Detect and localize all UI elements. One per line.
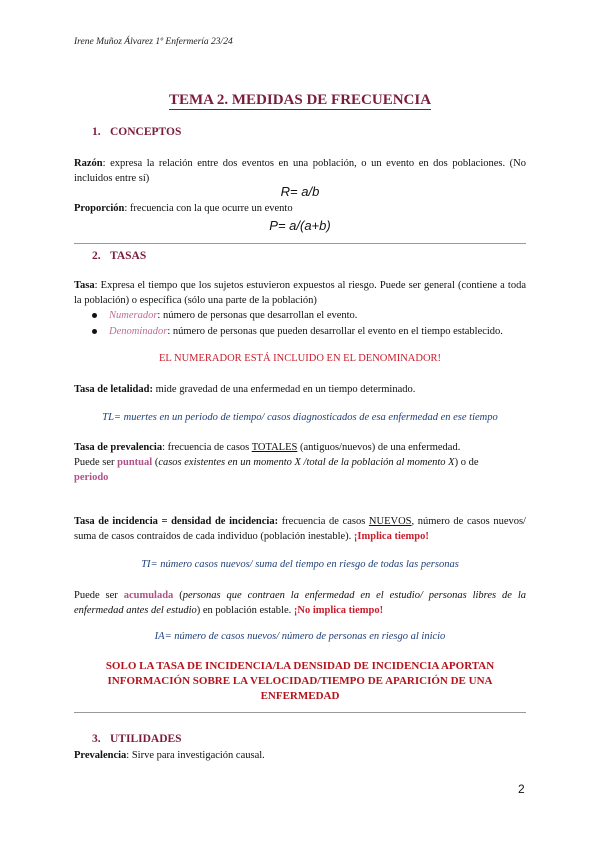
tl-formula: TL= muertes en un periodo de tiempo/ casos diagnosticados de esa enfermedad en ese tiempo — [102, 412, 498, 423]
incidencia-term: Tasa de incidencia = densidad de incidencia: — [74, 516, 279, 527]
prevalencia-utilidad-term: Prevalencia — [74, 750, 127, 761]
divider — [74, 243, 526, 244]
section-number: 2. — [92, 250, 101, 262]
bullet-icon — [92, 313, 97, 318]
incidencia-note-line: SOLO LA TASA DE INCIDENCIA/LA DENSIDAD DE INCIDENCIA APORTAN — [105, 660, 495, 672]
acumulada-term: acumulada — [123, 590, 174, 601]
bullet-term: Denominador — [109, 326, 168, 337]
incidencia-note — [90, 659, 510, 704]
periodo-term: periodo — [74, 472, 109, 483]
proporcion-paragraph — [74, 201, 526, 216]
letalidad-term: Tasa de letalidad: — [74, 384, 153, 395]
nuevos-text: NUEVOS — [368, 516, 412, 527]
prevalencia-text: (antiguos/nuevos) de una enfermedad. — [297, 442, 461, 453]
puntual-definition: casos existentes en un momento X /total de la población al momento X — [158, 457, 455, 468]
implica-tiempo-note: ¡Implica tiempo! — [353, 531, 429, 542]
prevalencia-line2: ( — [152, 457, 159, 468]
no-implica-tiempo-note: ¡No implica tiempo! — [293, 605, 384, 616]
incidencia-note-line: ENFERMEDAD — [260, 690, 340, 702]
proporcion-term: Proporción — [74, 203, 125, 214]
numerador-note: EL NUMERADOR ESTÁ INCLUIDO EN EL DENOMINADOR! — [158, 353, 442, 364]
section-title: UTILIDADES — [110, 733, 182, 745]
acumulada-text: ) en población estable. — [196, 605, 294, 616]
prevalencia-line2: Puede ser — [74, 457, 118, 468]
page-title — [0, 92, 600, 109]
page-number: 2 — [518, 782, 525, 796]
prevalencia-utilidad-paragraph — [74, 748, 526, 763]
section-heading-conceptos — [92, 126, 181, 138]
prevalencia-term: Tasa de prevalencia — [74, 442, 163, 453]
totales-text: TOTALES — [251, 442, 298, 453]
prevalencia-line2: ) o de — [454, 457, 479, 468]
bullet-icon — [92, 329, 97, 334]
proporcion-formula: P= a/(a+b) — [269, 218, 331, 233]
acumulada-text: ( — [173, 590, 183, 601]
section-heading-utilidades — [92, 733, 182, 745]
acumulada-text: Puede ser — [74, 590, 124, 601]
incidencia-note-line: INFORMACIÓN SOBRE LA VELOCIDAD/TIEMPO DE APARICIÓN DE UNA — [107, 675, 493, 687]
bullet-term: Numerador — [109, 310, 158, 321]
puntual-term: puntual — [117, 457, 153, 468]
section-number: 1. — [92, 126, 101, 138]
section-title: CONCEPTOS — [110, 126, 182, 138]
bullet-text: : número de personas que pueden desarrollar el evento en el tiempo establecido. — [167, 326, 503, 337]
bullet-text: : número de personas que desarrollan el evento. — [157, 310, 358, 321]
prevalencia-text: : frecuencia de casos — [162, 442, 252, 453]
acumulada-paragraph — [74, 588, 526, 618]
razon-text: : expresa la relación entre dos eventos en una población, o un evento en dos poblaciones. (No incluidos entre sí) — [74, 158, 526, 184]
prevalencia-utilidad-text: : Sirve para investigación causal. — [126, 750, 265, 761]
proporcion-text: : frecuencia con la que ocurre un evento — [124, 203, 293, 214]
incidencia-text: , número de casos nuevos/ suma de casos contraídos de cada individuo (población inestable). — [74, 516, 526, 542]
razon-term: Razón — [74, 158, 103, 169]
letalidad-paragraph — [74, 382, 526, 397]
section-title: TASAS — [110, 250, 147, 262]
incidencia-paragraph — [74, 514, 526, 544]
acumulada-definition: personas que contraen la enfermedad en el estudio/ personas libres de la enfermedad antes del estudio — [74, 590, 526, 616]
divider — [74, 712, 526, 713]
page-title-text: TEMA 2. MEDIDAS DE FRECUENCIA — [168, 92, 432, 108]
page-header: Irene Muñoz Álvarez 1º Enfermería 23/24 — [74, 37, 233, 47]
letalidad-text: mide gravedad de una enfermedad en un tiempo determinado. — [152, 384, 416, 395]
razon-paragraph — [74, 156, 526, 186]
prevalencia-paragraph — [74, 440, 526, 485]
ti-formula: TI= número casos nuevos/ suma del tiempo en riesgo de todas las personas — [141, 559, 459, 570]
tasa-paragraph — [74, 278, 526, 308]
tasa-term: Tasa — [74, 280, 95, 291]
tasa-text: : Expresa el tiempo que los sujetos estuvieron expuestos al riesgo. Puede ser general (contiene a toda la población) o específica (sólo una parte de la población) — [74, 280, 526, 306]
razon-formula: R= a/b — [280, 184, 320, 199]
section-heading-tasas — [92, 250, 146, 262]
ia-formula: IA= número de casos nuevos/ número de personas en riesgo al inicio — [154, 631, 446, 642]
incidencia-text: frecuencia de casos — [278, 516, 369, 527]
section-number: 3. — [92, 733, 101, 745]
